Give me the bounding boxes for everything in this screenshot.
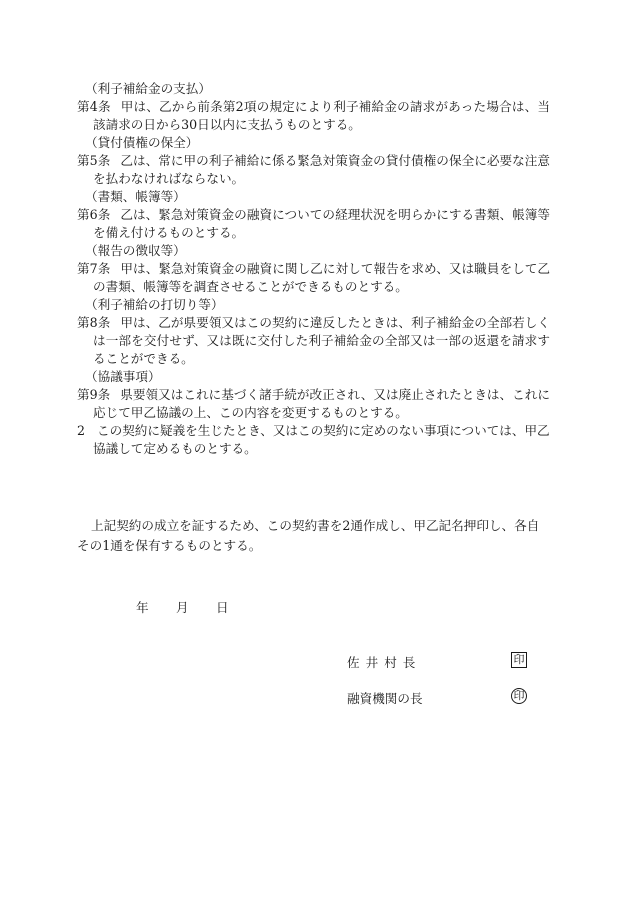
signatory-village-head: 佐井村長 [347,655,422,670]
article-7 [77,260,550,296]
article-5 [77,152,550,188]
article-9-text: 県要領又はこれに基づく諸手続が改正され、又は廃止されたときは、これに応じて甲乙協議の上、この内容を変更するものとする。 [93,387,550,420]
seal-square-icon: 印 [511,652,527,668]
articles-section [77,80,550,458]
paragraph-2-number: 2 [77,423,86,438]
paragraph-2-text: この契約に疑義を生じたとき、又はこの契約に定めのない事項については、甲乙協議して定めるものとする。 [93,423,550,456]
date-month: 月 [176,600,189,615]
article-5-heading: （貸付債権の保全） [85,135,199,150]
article-4-heading: （利子補給金の支払） [85,81,211,96]
article-8-number: 第8条 [77,315,111,330]
date-day: 日 [216,600,229,615]
article-9-heading: （協議事項） [85,369,161,384]
article-4 [77,98,550,134]
article-9 [77,386,550,422]
article-7-text: 甲は、緊急対策資金の融資に関し乙に対して報告を求め、又は職員をして乙の書類、帳簿等を調査させることができるものとする。 [93,261,551,294]
article-6-number: 第6条 [77,207,111,222]
article-4-text: 甲は、乙から前条第2項の規定により利子補給金の請求があった場合は、当該請求の日から30日以内に支払うものとする。 [93,99,551,132]
article-5-number: 第5条 [77,153,111,168]
article-9-number: 第9条 [77,387,111,402]
article-7-number: 第7条 [77,261,111,276]
seal-circle-icon: 印 [511,688,527,704]
signatory-financial-institution-head: 融資機関の長 [347,691,423,706]
date-line [136,597,229,616]
article-6-text: 乙は、緊急対策資金の融資についての経理状況を明らかにする書類、帳簿等を備え付けるものとする。 [93,207,550,240]
article-6-heading: （書類、帳簿等） [85,189,186,204]
article-8-text: 甲は、乙が県要領又はこの契約に違反したときは、利子補給金の全部若しくは一部を交付せず、又は既に交付した利子補給金の全部又は一部の返還を請求することができる。 [93,315,551,366]
article-6 [77,206,550,242]
date-year: 年 [136,600,149,615]
article-8-heading: （利子補給の打切り等） [85,297,224,312]
article-7-heading: （報告の徴収等） [85,243,186,258]
closing-statement: 上記契約の成立を証するため、この契約書を2通作成し、甲乙記名押印し、各自その1通を保有するものとする。 [77,518,540,553]
article-4-number: 第4条 [77,99,111,114]
article-5-text: 乙は、常に甲の利子補給に係る緊急対策資金の貸付債権の保全に必要な注意を払わなければならない。 [93,153,551,186]
article-9-paragraph-2 [77,422,550,458]
article-8 [77,314,550,368]
